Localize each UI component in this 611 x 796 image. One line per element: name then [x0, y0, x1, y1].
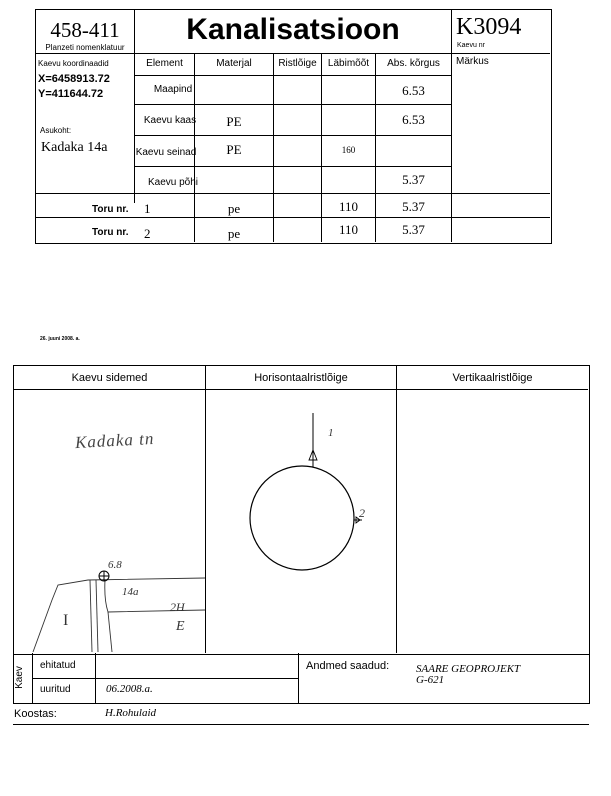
panel-title-connections: Kaevu sidemed	[71, 372, 148, 384]
built-label: ehitatud	[40, 660, 76, 671]
panel-title-vertical: Vertikaalristlõige	[452, 372, 533, 384]
measured-label: uuritud	[40, 684, 71, 695]
footer-label-divider	[95, 653, 96, 703]
row-height: 5.37	[402, 172, 425, 187]
pipe-number: 1	[144, 201, 151, 216]
pipe-diameter: 110	[338, 222, 359, 237]
remarks-label: Märkus	[456, 56, 489, 67]
cross-section-circle	[250, 466, 354, 570]
row-element: Kaevu seinad	[135, 147, 197, 158]
pipe-material: pe	[227, 226, 241, 241]
coordinates-label: Kaevu koordinaadid	[38, 59, 109, 68]
date-stamp: 26. juuni 2008. a.	[40, 336, 80, 342]
street-note: Kadaka tn	[74, 428, 155, 453]
pipe-1-label: 1	[328, 427, 334, 439]
building-sketch	[33, 578, 205, 652]
data-from-company: SAARE GEOPROJEKT	[416, 663, 521, 675]
footer-side-label: Kaev	[13, 666, 25, 689]
row-material: PE	[226, 142, 242, 157]
nomenclature-value: 458-411	[50, 18, 120, 42]
col-header-section: Ristlõige	[278, 58, 317, 69]
row-diameter: 160	[341, 145, 356, 155]
coordinate-y: Y=411644.72	[38, 88, 104, 100]
pipe-number: 2	[144, 226, 151, 241]
col-header-diameter: Läbimõõt	[327, 58, 370, 69]
measured-value: 06.2008.a.	[106, 683, 153, 695]
col-header-height: Abs. kõrgus	[387, 58, 440, 69]
footer-mid-divider	[298, 653, 299, 703]
row-height: 6.53	[402, 83, 425, 98]
row-material: PE	[226, 114, 242, 129]
manhole-symbol	[99, 571, 109, 581]
compiled-value: H.Rohulaid	[105, 707, 157, 719]
row-element: Kaevu kaas	[143, 115, 197, 126]
data-from-label: Andmed saadud:	[306, 660, 390, 672]
room-right-top: 2H	[170, 600, 185, 614]
coordinate-x: X=6458913.72	[38, 73, 110, 85]
level-note: 6.8	[108, 559, 122, 571]
pipe-height: 5.37	[402, 199, 425, 214]
pipe-label: Toru nr.	[92, 204, 129, 215]
row-element: Kaevu põhi	[147, 177, 199, 188]
data-from-code: G-621	[416, 674, 445, 686]
compiled-underline	[13, 724, 589, 725]
room-left: I	[63, 612, 69, 629]
page-title: Kanalisatsioon	[186, 13, 400, 46]
nomenclature-label: Planzeti nomenklatuur	[45, 43, 125, 52]
row-element: Maapind	[153, 84, 193, 95]
pipe-label: Toru nr.	[92, 227, 129, 238]
location-value: Kadaka 14a	[41, 140, 108, 155]
pipe-2-label: 2	[359, 506, 365, 520]
pipe-height: 5.37	[402, 222, 425, 237]
room-right-bottom: E	[176, 619, 185, 634]
col-header-material: Materjal	[216, 58, 252, 69]
location-label: Asukoht:	[40, 126, 72, 135]
footer-row-line	[33, 678, 298, 679]
pipe-diameter: 110	[338, 199, 359, 214]
pipe-material: pe	[227, 201, 241, 216]
building-number: 14a	[122, 586, 139, 598]
well-number: K3094	[456, 14, 522, 40]
row-height: 6.53	[402, 112, 425, 127]
panel-title-horizontal: Horisontaalristlõige	[254, 372, 348, 384]
well-number-label: Kaevu nr	[457, 42, 486, 49]
compiled-label: Koostas:	[14, 708, 57, 720]
col-header-element: Element	[146, 58, 183, 69]
